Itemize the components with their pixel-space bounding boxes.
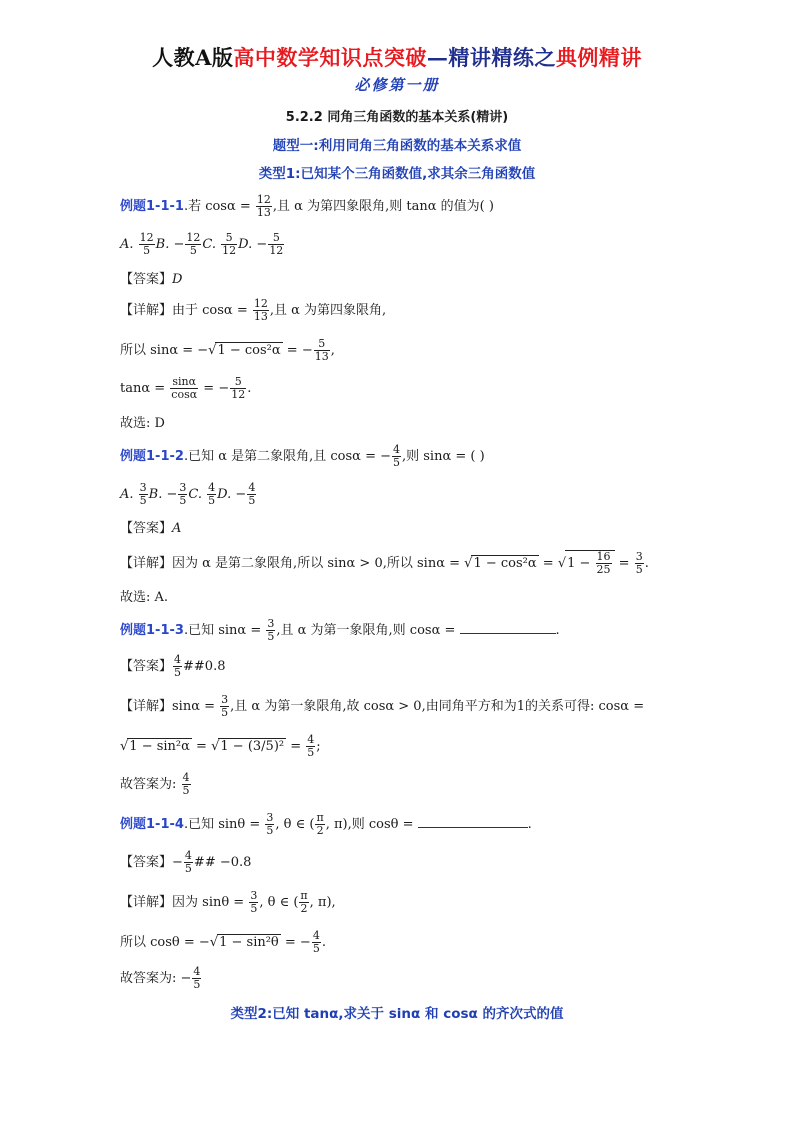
example-1-detail: 【详解】由于 cosα = $\frac{12}{13}$ ,且 α 为第四象限角, <box>120 297 387 323</box>
example-label: 例题1-1-4 <box>120 817 184 832</box>
example-label: 例题1-1-3 <box>120 623 184 638</box>
subtitle: 必修第一册 <box>354 76 440 94</box>
example-3-detail-2: √1 − sin²α = √1 − (3/5)² = $\frac{4}{5}$ ; <box>120 733 321 759</box>
page-title <box>0 42 794 72</box>
example-4-detail-2: 所以 cosθ = −√1 − sin²θ = − $\frac{4}{5}$ . <box>120 929 326 955</box>
fraction: $\frac{12}{13}$ <box>256 193 271 219</box>
example-2-choose: 故选: A. <box>120 590 169 605</box>
example-4-final: 故答案为: − $\frac{4}{5}$ <box>120 965 201 991</box>
question-text: ,且 α 为第四象限角,则 tanα 的值为( ) <box>272 199 494 214</box>
topic-heading: 题型一:利用同角三角函数的基本关系求值 <box>272 138 522 154</box>
title-part-3: —精讲精练之 <box>426 45 556 70</box>
section-heading: 5.2.2 同角三角函数的基本关系(精讲) <box>285 110 509 125</box>
example-1-detail-3: tanα = $\frac{\sin\alpha}{\cos\alpha}$ = − $\frac{5}{12}$ . <box>120 375 252 401</box>
example-4-detail: 【详解】因为 sinθ = $\frac{3}{5}$ , θ ∈ ( $\frac{\pi}{2}$ , π), <box>120 889 336 915</box>
example-3-answer: 【答案】 $\frac{4}{5}$ ##0.8 <box>120 653 226 679</box>
type2-heading: 类型2:已知 tanα,求关于 sinα 和 cosα 的齐次式的值 <box>230 1006 564 1022</box>
example-label: 例题1-1-1 <box>120 199 184 214</box>
example-1-options: A. $\frac{12}{5}$ B. − $\frac{12}{5}$ C. $\frac{5}{12}$ D. − $\frac{5}{12}$ <box>120 231 284 257</box>
answer-blank <box>418 815 528 828</box>
example-2-detail: 【详解】因为 α 是第二象限角,所以 sinα > 0,所以 sinα = √1 − cos²α = √1 − $\frac{16}{25}$ = $\frac{3}{5}$ . <box>120 550 649 576</box>
example-3-question: 例题1-1-3.已知 sinα = $\frac{3}{5}$ ,且 α 为第一象限角,则 cosα = . <box>120 617 560 643</box>
title-part-1: 人教A版 <box>152 45 234 70</box>
answer-blank <box>460 621 556 634</box>
type1-heading: 类型1:已知某个三角函数值,求其余三角函数值 <box>258 166 536 182</box>
example-1-detail-2: 所以 sinα = −√1 − cos²α = − $\frac{5}{13}$ , <box>120 337 335 363</box>
example-2-answer: 【答案】A <box>120 521 182 536</box>
example-4-answer: 【答案】− $\frac{4}{5}$ ## −0.8 <box>120 849 252 875</box>
example-3-final: 故答案为: $\frac{4}{5}$ <box>120 771 190 797</box>
example-1-answer: 【答案】D <box>120 272 183 287</box>
title-part-4: 典例精讲 <box>555 45 642 70</box>
example-2-question: 例题1-1-2.已知 α 是第二象限角,且 cosα = − $\frac{4}{5}$ ,则 sinα = ( ) <box>120 443 485 469</box>
example-3-detail: 【详解】sinα = $\frac{3}{5}$ ,且 α 为第一象限角,故 cosα > 0,由同角平方和为1的关系可得: cosα = <box>120 693 645 719</box>
example-1-choose: 故选: D <box>120 416 165 431</box>
example-2-options: A. $\frac{3}{5}$ B. − $\frac{3}{5}$ C. $\frac{4}{5}$ D. − $\frac{4}{5}$ <box>120 481 256 507</box>
example-1-question <box>120 194 494 219</box>
example-label: 例题1-1-2 <box>120 449 184 464</box>
title-part-2: 高中数学知识点突破 <box>233 45 427 70</box>
question-text: .若 cosα = <box>183 199 255 214</box>
example-4-question: 例题1-1-4.已知 sinθ = $\frac{3}{5}$ , θ ∈ ( $\frac{\pi}{2}$ , π),则 cosθ = . <box>120 811 532 837</box>
